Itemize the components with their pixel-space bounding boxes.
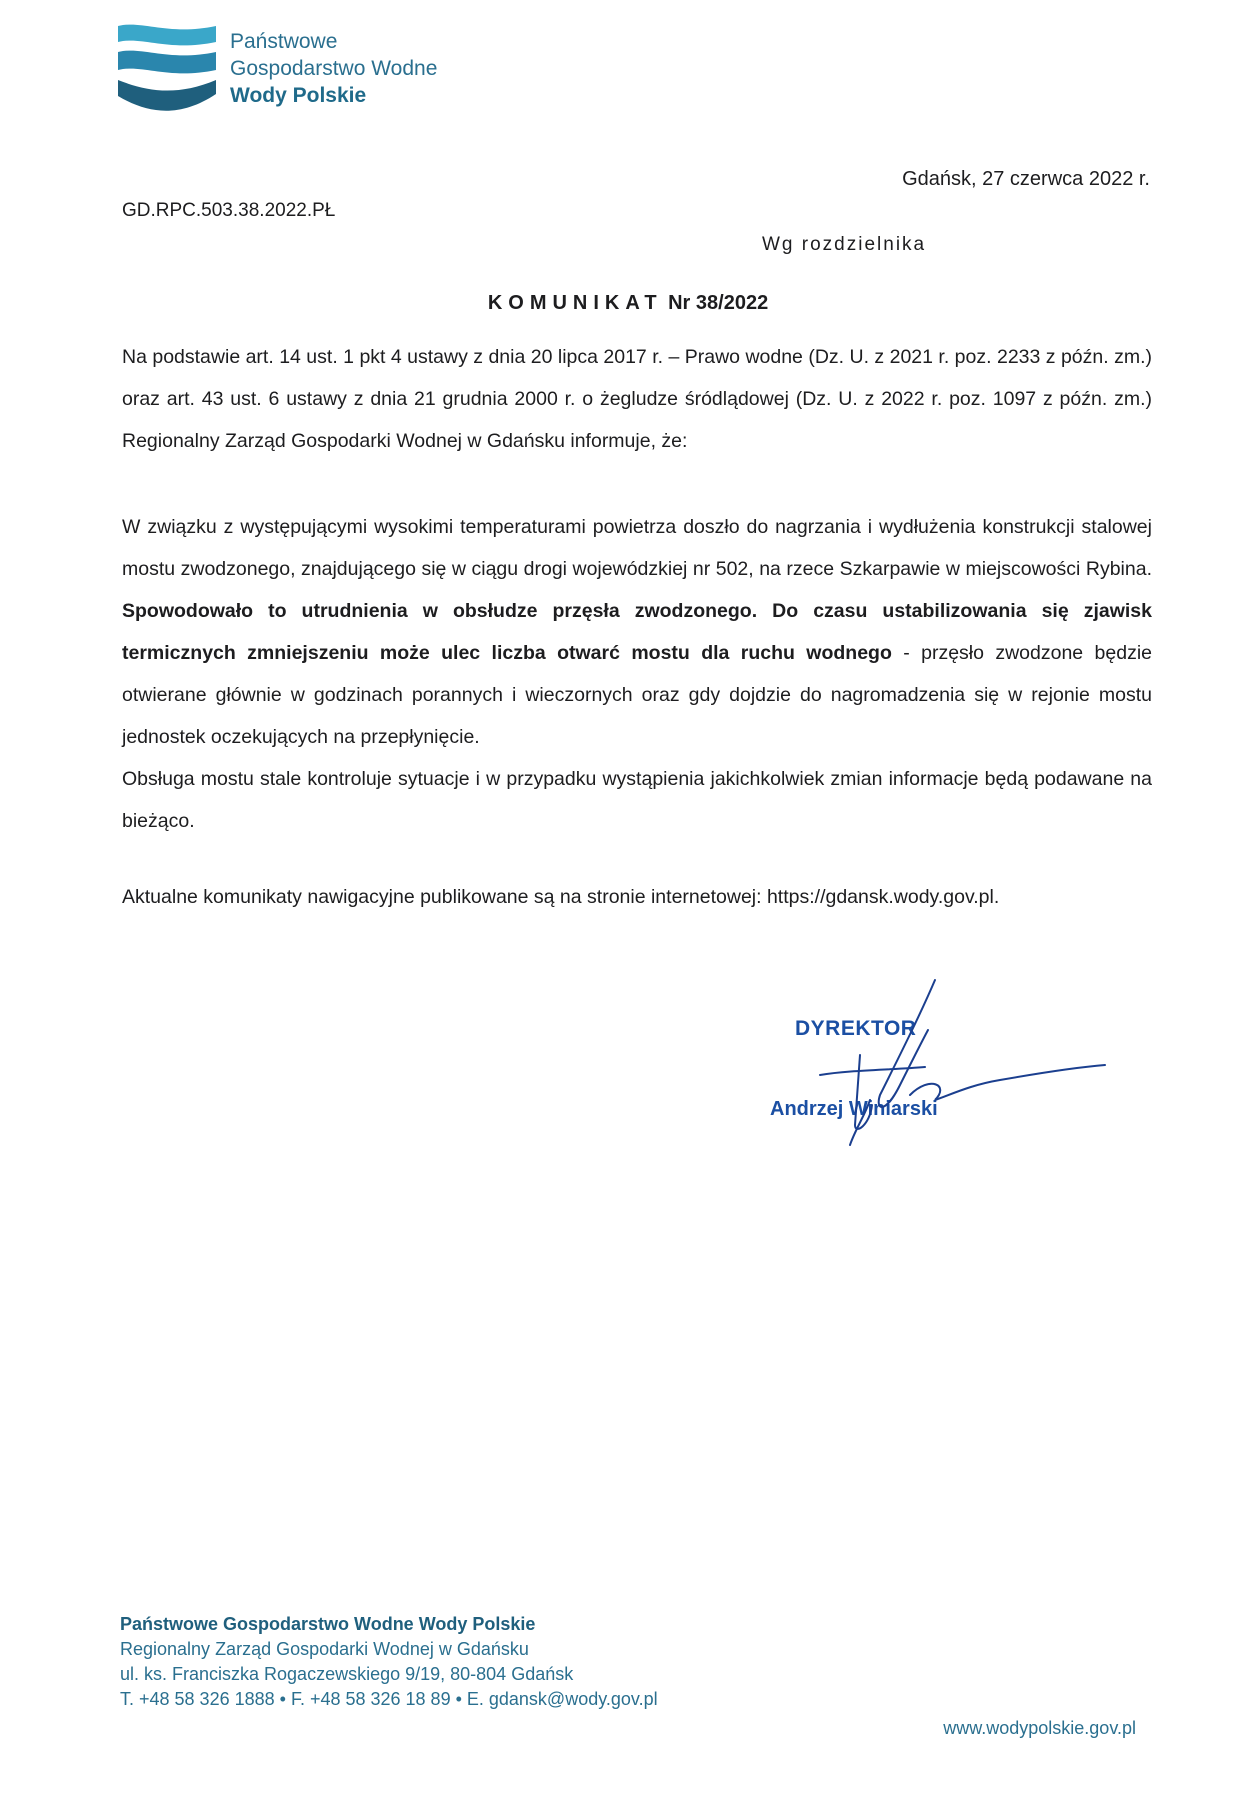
notice-text-3: Obsługa mostu stale kontroluje sytuacje i w przypadku wystąpienia jakichkolwiek zmian informacje będą podawane na bieżąco. <box>122 768 1152 832</box>
signature-name: Andrzej Winiarski <box>770 1098 938 1120</box>
document-title <box>0 292 1256 315</box>
website-paragraph: Aktualne komunikaty nawigacyjne publikowane są na stronie internetowej: https://gdansk.wody.gov.pl. <box>122 886 1000 908</box>
notice-body <box>122 506 1152 842</box>
logo-line-3: Wody Polskie <box>230 84 367 107</box>
footer-unit: Regionalny Zarząd Gospodarki Wodnej w Gdańsku <box>120 1639 529 1659</box>
footer-contact: T. +48 58 326 1888 • F. +48 58 326 18 89 • E. gdansk@wody.gov.pl <box>120 1689 658 1709</box>
footer-org: Państwowe Gospodarstwo Wodne Wody Polskie <box>120 1614 536 1634</box>
footer-street: ul. ks. Franciszka Rogaczewskiego 9/19, 80-804 Gdańsk <box>120 1664 574 1684</box>
notice-text-bold: Spowodowało to utrudnienia w obsłudze przęsła zwodzonego. Do czasu ustabilizowania się zjawisk termicznych zmniejszeniu może ulec liczba otwarć mostu dla ruchu wodnego <box>122 600 1152 664</box>
logo-line-1: Państwowe <box>230 30 338 53</box>
addressee: Wg rozdzielnika <box>762 234 927 255</box>
footer-website: www.wodypolskie.gov.pl <box>943 1718 1136 1738</box>
legal-basis-paragraph: Na podstawie art. 14 ust. 1 pkt 4 ustawy z dnia 20 lipca 2017 r. – Prawo wodne (Dz. U. z 2021 r. poz. 2233 z późn. zm.) oraz art. 43 ust. 6 ustawy z dnia 21 grudnia 2000 r. o żegludze śródlądowej (Dz. U. z 2022 r. poz. 1097 z późn. zm.) Regionalny Zarząd Gospodarki Wodnej w Gdańsku informuje, że: <box>122 346 1152 452</box>
logo-line-2: Gospodarstwo Wodne <box>230 57 438 80</box>
logo-text <box>230 28 437 109</box>
footer-address <box>120 1612 658 1712</box>
signature-title: DYREKTOR <box>795 1017 917 1040</box>
title-word: KOMUNIKAT <box>487 292 663 314</box>
title-number: Nr 38/2022 <box>668 292 769 314</box>
handwritten-signature-icon <box>760 975 1110 1150</box>
reference-number: GD.RPC.503.38.2022.PŁ <box>122 200 336 221</box>
place-date: Gdańsk, 27 czerwca 2022 r. <box>902 168 1150 190</box>
notice-text-1: W związku z występującymi wysokimi temperaturami powietrza doszło do nagrzania i wydłużenia konstrukcji stalowej mostu zwodzonego, znajdującego się w ciągu drogi wojewódzkiej nr 502, na rzece Szkarpawie w miejscowości Rybina. <box>122 516 1152 580</box>
notice-text-2: - przęsło zwodzone będzie otwierane głównie w godzinach porannych i wieczornych oraz gdy dojdzie do nagromadzenia się w rejonie mostu jednostek oczekujących na przepłynięcie. <box>122 642 1152 748</box>
wody-polskie-logo-icon <box>118 22 216 118</box>
